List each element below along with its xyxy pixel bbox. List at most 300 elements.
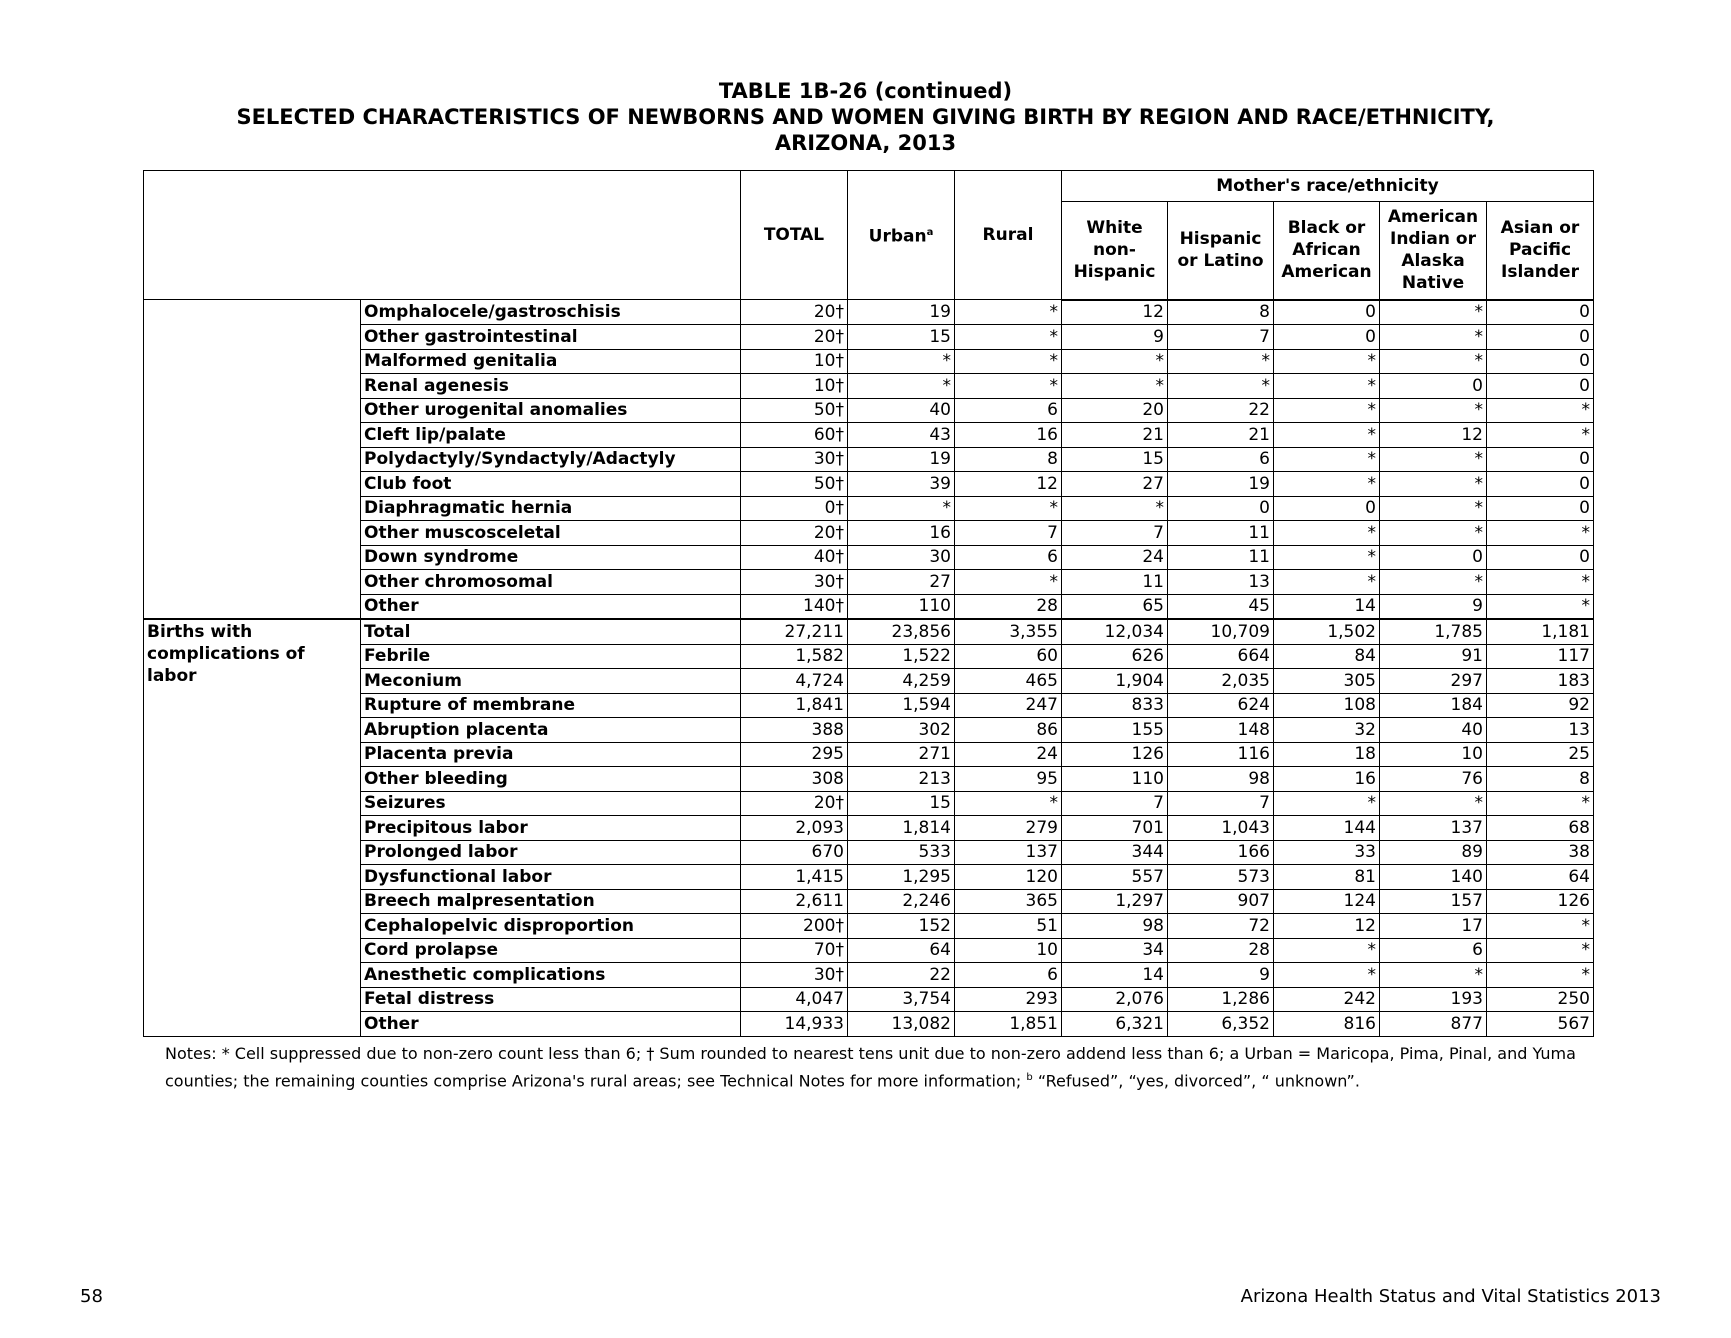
table-cell: 155 bbox=[1062, 718, 1168, 743]
table-row bbox=[144, 840, 1594, 865]
table-cell: 533 bbox=[848, 840, 955, 865]
table-cell: 10† bbox=[741, 374, 848, 399]
table-cell: 6 bbox=[1168, 447, 1274, 472]
table-cell: * bbox=[1274, 570, 1380, 595]
table-cell: 2,035 bbox=[1168, 669, 1274, 694]
table-cell: 11 bbox=[1168, 521, 1274, 546]
table-cell: 152 bbox=[848, 914, 955, 939]
table-cell: 30† bbox=[741, 447, 848, 472]
row-label: Malformed genitalia bbox=[361, 349, 741, 374]
header-urban bbox=[848, 171, 955, 300]
table-cell: 40 bbox=[848, 398, 955, 423]
table-cell: 34 bbox=[1062, 938, 1168, 963]
table-cell: 184 bbox=[1380, 693, 1487, 718]
table-cell: * bbox=[1380, 496, 1487, 521]
table-cell: * bbox=[848, 374, 955, 399]
table-cell: * bbox=[1274, 472, 1380, 497]
table-cell: * bbox=[1487, 963, 1594, 988]
table-cell: 40† bbox=[741, 545, 848, 570]
row-label: Febrile bbox=[361, 644, 741, 669]
table-cell: 137 bbox=[955, 840, 1062, 865]
table-row bbox=[144, 742, 1594, 767]
table-row bbox=[144, 447, 1594, 472]
table-cell: * bbox=[1380, 349, 1487, 374]
table-cell: 9 bbox=[1380, 594, 1487, 619]
table-cell: 670 bbox=[741, 840, 848, 865]
table-cell: 3,355 bbox=[955, 619, 1062, 644]
header-urban-sup: a bbox=[926, 227, 934, 239]
table-cell: 183 bbox=[1487, 669, 1594, 694]
row-label: Precipitous labor bbox=[361, 816, 741, 841]
table-cell: 664 bbox=[1168, 644, 1274, 669]
table-cell: 40 bbox=[1380, 718, 1487, 743]
table-cell: 388 bbox=[741, 718, 848, 743]
table-cell: 144 bbox=[1274, 816, 1380, 841]
row-label: Club foot bbox=[361, 472, 741, 497]
table-cell: * bbox=[1274, 791, 1380, 816]
table-cell: * bbox=[1168, 349, 1274, 374]
table-cell: 60 bbox=[955, 644, 1062, 669]
table-cell: 33 bbox=[1274, 840, 1380, 865]
row-label: Other bleeding bbox=[361, 767, 741, 792]
table-cell: 18 bbox=[1274, 742, 1380, 767]
table-cell: 27,211 bbox=[741, 619, 848, 644]
table-cell: 1,522 bbox=[848, 644, 955, 669]
table-cell: * bbox=[1380, 963, 1487, 988]
row-label: Meconium bbox=[361, 669, 741, 694]
table-cell: 15 bbox=[848, 325, 955, 350]
table-cell: 89 bbox=[1380, 840, 1487, 865]
table-row bbox=[144, 914, 1594, 939]
table-cell: * bbox=[1380, 447, 1487, 472]
table-cell: * bbox=[955, 496, 1062, 521]
table-cell: 877 bbox=[1380, 1012, 1487, 1037]
table-cell: 1,297 bbox=[1062, 889, 1168, 914]
table-cell: 110 bbox=[1062, 767, 1168, 792]
table-cell: * bbox=[1487, 398, 1594, 423]
table-cell: 305 bbox=[1274, 669, 1380, 694]
table-row bbox=[144, 423, 1594, 448]
table-cell: 137 bbox=[1380, 816, 1487, 841]
table-cell: 126 bbox=[1487, 889, 1594, 914]
table-cell: 98 bbox=[1168, 767, 1274, 792]
table-cell: * bbox=[1487, 570, 1594, 595]
table-cell: * bbox=[1380, 398, 1487, 423]
table-cell: * bbox=[848, 349, 955, 374]
table-cell: 12 bbox=[1274, 914, 1380, 939]
table-cell: * bbox=[1380, 472, 1487, 497]
table-cell: 573 bbox=[1168, 865, 1274, 890]
table-row bbox=[144, 521, 1594, 546]
table-cell: 10,709 bbox=[1168, 619, 1274, 644]
table-cell: * bbox=[1380, 570, 1487, 595]
table-cell: 1,785 bbox=[1380, 619, 1487, 644]
header-race-group: Mother's race/ethnicity bbox=[1062, 171, 1594, 202]
table-cell: 0 bbox=[1487, 325, 1594, 350]
table-cell: 16 bbox=[1274, 767, 1380, 792]
table-cell: 68 bbox=[1487, 816, 1594, 841]
table-cell: * bbox=[1380, 791, 1487, 816]
table-cell: 86 bbox=[955, 718, 1062, 743]
table-row bbox=[144, 398, 1594, 423]
table-cell: 16 bbox=[955, 423, 1062, 448]
table-cell: * bbox=[955, 300, 1062, 325]
table-cell: * bbox=[955, 791, 1062, 816]
table-cell: 1,181 bbox=[1487, 619, 1594, 644]
table-cell: 344 bbox=[1062, 840, 1168, 865]
header-total: TOTAL bbox=[741, 171, 848, 300]
table-cell: 0 bbox=[1487, 374, 1594, 399]
table-cell: 8 bbox=[1168, 300, 1274, 325]
table-cell: 9 bbox=[1062, 325, 1168, 350]
table-cell: 7 bbox=[1062, 521, 1168, 546]
table-cell: 140 bbox=[1380, 865, 1487, 890]
header-rural: Rural bbox=[955, 171, 1062, 300]
table-row bbox=[144, 496, 1594, 521]
table-cell: 15 bbox=[848, 791, 955, 816]
table-cell: * bbox=[955, 374, 1062, 399]
table-cell: * bbox=[1487, 594, 1594, 619]
row-label: Omphalocele/gastroschisis bbox=[361, 300, 741, 325]
table-cell: 0 bbox=[1274, 325, 1380, 350]
table-cell: 1,502 bbox=[1274, 619, 1380, 644]
table-cell: 1,594 bbox=[848, 693, 955, 718]
table-cell: 10 bbox=[1380, 742, 1487, 767]
table-row bbox=[144, 1012, 1594, 1037]
row-label: Placenta previa bbox=[361, 742, 741, 767]
table-cell: 21 bbox=[1168, 423, 1274, 448]
table-row bbox=[144, 693, 1594, 718]
table-cell: 110 bbox=[848, 594, 955, 619]
table-cell: 11 bbox=[1168, 545, 1274, 570]
table-cell: 60† bbox=[741, 423, 848, 448]
table-cell: * bbox=[1380, 300, 1487, 325]
table-cell: 557 bbox=[1062, 865, 1168, 890]
table-cell: 200† bbox=[741, 914, 848, 939]
table-cell: 271 bbox=[848, 742, 955, 767]
table-cell: 81 bbox=[1274, 865, 1380, 890]
table-cell: 16 bbox=[848, 521, 955, 546]
table-cell: * bbox=[1274, 447, 1380, 472]
header-black: Black or African American bbox=[1274, 202, 1380, 300]
table-cell: 24 bbox=[1062, 545, 1168, 570]
table-cell: 27 bbox=[848, 570, 955, 595]
table-cell: * bbox=[1062, 374, 1168, 399]
table-cell: 0 bbox=[1380, 374, 1487, 399]
table-cell: 0 bbox=[1487, 447, 1594, 472]
table-cell: 92 bbox=[1487, 693, 1594, 718]
table-cell: 51 bbox=[955, 914, 1062, 939]
table-cell: 148 bbox=[1168, 718, 1274, 743]
table-cell: 0 bbox=[1487, 300, 1594, 325]
table-cell: 293 bbox=[955, 987, 1062, 1012]
table-row bbox=[144, 889, 1594, 914]
table-cell: * bbox=[1062, 496, 1168, 521]
table-cell: * bbox=[1274, 963, 1380, 988]
table-cell: 308 bbox=[741, 767, 848, 792]
table-cell: 1,043 bbox=[1168, 816, 1274, 841]
table-cell: 19 bbox=[848, 300, 955, 325]
table-cell: * bbox=[1274, 545, 1380, 570]
table-cell: 50† bbox=[741, 472, 848, 497]
table-cell: 98 bbox=[1062, 914, 1168, 939]
row-label: Abruption placenta bbox=[361, 718, 741, 743]
table-cell: 30 bbox=[848, 545, 955, 570]
table-cell: 95 bbox=[955, 767, 1062, 792]
table-cell: * bbox=[1487, 938, 1594, 963]
table-cell: * bbox=[1274, 398, 1380, 423]
table-cell: 2,076 bbox=[1062, 987, 1168, 1012]
table-row bbox=[144, 865, 1594, 890]
table-cell: 12 bbox=[1380, 423, 1487, 448]
table-cell: 297 bbox=[1380, 669, 1487, 694]
table-cell: 23,856 bbox=[848, 619, 955, 644]
table-cell: 14,933 bbox=[741, 1012, 848, 1037]
table-cell: 126 bbox=[1062, 742, 1168, 767]
table-cell: 28 bbox=[955, 594, 1062, 619]
table-cell: 3,754 bbox=[848, 987, 955, 1012]
table-cell: 38 bbox=[1487, 840, 1594, 865]
table-cell: 14 bbox=[1274, 594, 1380, 619]
table-cell: * bbox=[1380, 325, 1487, 350]
table-cell: 626 bbox=[1062, 644, 1168, 669]
table-cell: 250 bbox=[1487, 987, 1594, 1012]
row-label: Cord prolapse bbox=[361, 938, 741, 963]
table-cell: 20† bbox=[741, 300, 848, 325]
row-label: Dysfunctional labor bbox=[361, 865, 741, 890]
table-cell: 21 bbox=[1062, 423, 1168, 448]
table-cell: 0 bbox=[1380, 545, 1487, 570]
page-number: 58 bbox=[80, 1286, 103, 1307]
table-cell: 1,582 bbox=[741, 644, 848, 669]
table-row bbox=[144, 791, 1594, 816]
table-cell: 14 bbox=[1062, 963, 1168, 988]
table-row bbox=[144, 767, 1594, 792]
table-cell: 39 bbox=[848, 472, 955, 497]
header-urban-label: Urban bbox=[868, 226, 927, 247]
row-label: Other bbox=[361, 594, 741, 619]
table-cell: 193 bbox=[1380, 987, 1487, 1012]
table-row bbox=[144, 570, 1594, 595]
table-cell: 279 bbox=[955, 816, 1062, 841]
table-cell: 4,259 bbox=[848, 669, 955, 694]
table-cell: 20† bbox=[741, 521, 848, 546]
table-cell: 4,724 bbox=[741, 669, 848, 694]
row-label: Other chromosomal bbox=[361, 570, 741, 595]
table-cell: 7 bbox=[1062, 791, 1168, 816]
table-cell: 8 bbox=[955, 447, 1062, 472]
table-cell: 295 bbox=[741, 742, 848, 767]
table-cell: 157 bbox=[1380, 889, 1487, 914]
table-cell: 0 bbox=[1274, 496, 1380, 521]
table-cell: * bbox=[1274, 349, 1380, 374]
table-cell: 22 bbox=[1168, 398, 1274, 423]
table-cell: 43 bbox=[848, 423, 955, 448]
header-hispanic: Hispanic or Latino bbox=[1168, 202, 1274, 300]
table-row bbox=[144, 374, 1594, 399]
table-cell: 2,093 bbox=[741, 816, 848, 841]
table-cell: 13 bbox=[1168, 570, 1274, 595]
data-table bbox=[143, 170, 1594, 1037]
row-label: Fetal distress bbox=[361, 987, 741, 1012]
table-cell: 20† bbox=[741, 325, 848, 350]
table-cell: * bbox=[1274, 521, 1380, 546]
table-cell: 116 bbox=[1168, 742, 1274, 767]
table-cell: 120 bbox=[955, 865, 1062, 890]
table-cell: * bbox=[1487, 914, 1594, 939]
table-cell: 1,851 bbox=[955, 1012, 1062, 1037]
table-cell: 2,246 bbox=[848, 889, 955, 914]
table-cell: 213 bbox=[848, 767, 955, 792]
table-row bbox=[144, 325, 1594, 350]
table-cell: 1,295 bbox=[848, 865, 955, 890]
table-cell: 0 bbox=[1168, 496, 1274, 521]
table-cell: 30† bbox=[741, 963, 848, 988]
table-cell: 907 bbox=[1168, 889, 1274, 914]
title-line-1: TABLE 1B-26 (continued) bbox=[718, 79, 1013, 103]
table-row bbox=[144, 300, 1594, 325]
table-cell: 465 bbox=[955, 669, 1062, 694]
table-row bbox=[144, 938, 1594, 963]
table-cell: 76 bbox=[1380, 767, 1487, 792]
table-cell: 19 bbox=[848, 447, 955, 472]
row-label: Diaphragmatic hernia bbox=[361, 496, 741, 521]
row-label: Other urogenital anomalies bbox=[361, 398, 741, 423]
table-cell: 19 bbox=[1168, 472, 1274, 497]
table-body bbox=[144, 300, 1594, 1037]
table-cell: 10† bbox=[741, 349, 848, 374]
row-label: Polydactyly/Syndactyly/Adactyly bbox=[361, 447, 741, 472]
table-cell: 22 bbox=[848, 963, 955, 988]
table-cell: 25 bbox=[1487, 742, 1594, 767]
table-row bbox=[144, 669, 1594, 694]
table-cell: 84 bbox=[1274, 644, 1380, 669]
row-label: Other muscosceletal bbox=[361, 521, 741, 546]
title-line-3: ARIZONA, 2013 bbox=[774, 131, 957, 155]
table-row bbox=[144, 619, 1594, 644]
table-cell: 242 bbox=[1274, 987, 1380, 1012]
table-row bbox=[144, 644, 1594, 669]
table-cell: 247 bbox=[955, 693, 1062, 718]
table-cell: 6 bbox=[1380, 938, 1487, 963]
row-label: Total bbox=[361, 619, 741, 644]
table-cell: * bbox=[955, 325, 1062, 350]
table-cell: * bbox=[955, 349, 1062, 374]
row-label: Anesthetic complications bbox=[361, 963, 741, 988]
table-cell: 6,352 bbox=[1168, 1012, 1274, 1037]
table-row bbox=[144, 816, 1594, 841]
table-cell: 13 bbox=[1487, 718, 1594, 743]
row-label: Breech malpresentation bbox=[361, 889, 741, 914]
table-cell: 72 bbox=[1168, 914, 1274, 939]
table-notes bbox=[165, 1042, 1585, 1093]
row-label: Seizures bbox=[361, 791, 741, 816]
table-cell: 0 bbox=[1487, 472, 1594, 497]
table-cell: * bbox=[848, 496, 955, 521]
table-cell: 7 bbox=[1168, 791, 1274, 816]
table-cell: 12,034 bbox=[1062, 619, 1168, 644]
table-cell: 108 bbox=[1274, 693, 1380, 718]
table-row bbox=[144, 545, 1594, 570]
table-row bbox=[144, 472, 1594, 497]
table-cell: * bbox=[1062, 349, 1168, 374]
table-cell: 64 bbox=[1487, 865, 1594, 890]
table-cell: 124 bbox=[1274, 889, 1380, 914]
table-row bbox=[144, 349, 1594, 374]
table-cell: 28 bbox=[1168, 938, 1274, 963]
table-cell: * bbox=[1274, 374, 1380, 399]
header-blank bbox=[144, 171, 741, 300]
table-cell: * bbox=[955, 570, 1062, 595]
table-cell: 365 bbox=[955, 889, 1062, 914]
table-cell: 9 bbox=[1168, 963, 1274, 988]
row-group-label: Births with complications of labor bbox=[144, 619, 361, 1036]
header-asian: Asian or Pacific Islander bbox=[1487, 202, 1594, 300]
table-cell: 12 bbox=[955, 472, 1062, 497]
table-cell: 0 bbox=[1487, 496, 1594, 521]
table-cell: 17 bbox=[1380, 914, 1487, 939]
table-cell: * bbox=[1168, 374, 1274, 399]
table-cell: 70† bbox=[741, 938, 848, 963]
table-cell: 1,415 bbox=[741, 865, 848, 890]
table-cell: 7 bbox=[955, 521, 1062, 546]
table-cell: 1,814 bbox=[848, 816, 955, 841]
row-label: Rupture of membrane bbox=[361, 693, 741, 718]
table-cell: 50† bbox=[741, 398, 848, 423]
table-cell: 27 bbox=[1062, 472, 1168, 497]
table-cell: 0 bbox=[1487, 545, 1594, 570]
table-cell: 816 bbox=[1274, 1012, 1380, 1037]
table-cell: 701 bbox=[1062, 816, 1168, 841]
table-cell: 1,841 bbox=[741, 693, 848, 718]
table-cell: 15 bbox=[1062, 447, 1168, 472]
table-cell: 20† bbox=[741, 791, 848, 816]
table-row bbox=[144, 594, 1594, 619]
table-cell: 65 bbox=[1062, 594, 1168, 619]
row-label: Cleft lip/palate bbox=[361, 423, 741, 448]
table-cell: 833 bbox=[1062, 693, 1168, 718]
table-cell: 2,611 bbox=[741, 889, 848, 914]
table-cell: * bbox=[1274, 938, 1380, 963]
table-cell: 567 bbox=[1487, 1012, 1594, 1037]
header-white: White non-Hispanic bbox=[1062, 202, 1168, 300]
table-cell: * bbox=[1274, 423, 1380, 448]
table-cell: 166 bbox=[1168, 840, 1274, 865]
table-cell: 24 bbox=[955, 742, 1062, 767]
publication-title: Arizona Health Status and Vital Statistics 2013 bbox=[1240, 1286, 1661, 1307]
table-cell: 6 bbox=[955, 545, 1062, 570]
title-line-2: SELECTED CHARACTERISTICS OF NEWBORNS AND WOMEN GIVING BIRTH BY REGION AND RACE/ETHNICITY, bbox=[236, 105, 1495, 129]
row-label: Other gastrointestinal bbox=[361, 325, 741, 350]
row-label: Prolonged labor bbox=[361, 840, 741, 865]
notes-sup: b bbox=[1026, 1072, 1033, 1083]
table-cell: 1,286 bbox=[1168, 987, 1274, 1012]
header-american-indian: American Indian or Alaska Native bbox=[1380, 202, 1487, 300]
row-label: Other bbox=[361, 1012, 741, 1037]
table-cell: 1,904 bbox=[1062, 669, 1168, 694]
table-cell: * bbox=[1487, 521, 1594, 546]
table-cell: 0 bbox=[1274, 300, 1380, 325]
table-row bbox=[144, 963, 1594, 988]
table-cell: 302 bbox=[848, 718, 955, 743]
table-cell: 13,082 bbox=[848, 1012, 955, 1037]
table-cell: 4,047 bbox=[741, 987, 848, 1012]
table-cell: 12 bbox=[1062, 300, 1168, 325]
table-cell: 32 bbox=[1274, 718, 1380, 743]
row-group-label bbox=[144, 300, 361, 620]
table-cell: 20 bbox=[1062, 398, 1168, 423]
row-label: Down syndrome bbox=[361, 545, 741, 570]
